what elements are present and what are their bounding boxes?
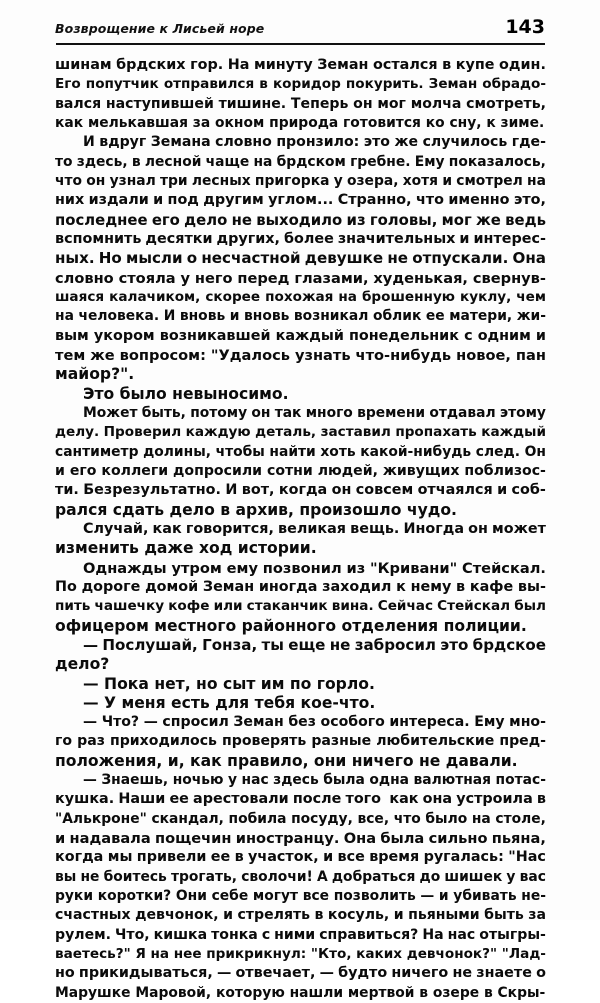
text-line: счастных девчонок, и стрелять в косуль, и пьяными быть за [55,907,546,924]
paragraph [55,771,546,1003]
text-line: Может быть, потому он так много времени отдавал этому [83,404,546,421]
text-line: И вдруг Земана словно пронзило: это же случилось где- [83,134,546,151]
text-line: и надавала пощечин иностранцу. Она была сильно пьяна, [55,830,546,848]
text-line: ных. Но мысли о несчастной девушке не отпускали. Она [55,249,546,268]
text-line: Это было невыносимо. [83,384,289,403]
text-line: руки коротки? Они себе могут все позволить — и убивать не- [55,888,546,905]
text-line: — Послушай, Гонза, ты еще не забросил это брдское [83,635,546,654]
text-line: на человека. И вновь и вновь возникал облик ее матери, жи- [55,308,546,325]
text-line: По дороге домой Земан иногда заходил к нему в кафе вы- [55,578,546,595]
text-line: — Что? — спросил Земан без особого интереса. Ему мно- [83,714,546,731]
paragraph [55,56,546,133]
text-line: шаяся калачиком, скорее похожая на брошенную куклу, чем [55,288,546,305]
text-line: шинам брдских гор. На минуту Земан остался в купе один. [55,57,546,73]
text-line: рался сдать дело в архив, произошло чудо. [55,500,457,519]
text-line: вы не боитесь трогать, сволочи! А добраться до шишек у вас [55,868,546,885]
text-line: как мелькавшая за окном природа готовится ко сну, к зиме. [55,114,545,131]
page-header [55,18,545,37]
text-line: когда мы привели ее в участок, и все время ругалась: "Нас [55,849,546,866]
text-line: но прикидываться, — отвечает, — будто ничего не знаете о [55,965,546,982]
text-line: — Знаешь, ночью у нас здесь была одна валютная потас- [83,772,546,789]
page-number: 143 [505,16,545,38]
text-line: Случай, как говорится, великая вещь. Иногда он может [83,520,546,537]
text-line: что он узнал три лесных пригорка у озера, хотя и смотрел на [55,172,546,189]
paragraph [55,675,546,694]
text-line: положения, и, как правило, они ничего не давали. [55,751,518,770]
text-line: кушка. Наши ее арестовали после того как она устроила в [55,791,546,808]
running-head-title: Возврощение к Лисьей норе [55,21,265,36]
text-line: них издали и под другим углом... Странно, что именно это, [55,192,546,209]
text-line: изменить даже ход истории. [55,539,317,558]
text-line: сантиметр долины, чтобы найти хоть какой-нибудь след. Он [55,443,546,460]
text-line: и его коллеги допросили сотни людей, живущих поблизос- [55,462,546,479]
text-line: Однажды утром ему позвонил из "Кривани" Стейскал. [83,559,546,577]
header-rule [56,43,545,45]
paragraph [55,636,546,675]
paragraph [55,133,546,384]
text-line: делу. Проверил каждую деталь, заставил пропахать каждый [55,424,546,441]
text-line: го раз приходилось проверять разные любительские пред- [55,733,546,750]
paragraph [55,520,546,559]
paragraph [55,559,546,636]
text-line: последнее его дело не выходило из головы, мог же ведь [55,210,546,229]
text-line: то здесь, в лесной чаще на брдском гребне. Ему показалось, [55,153,546,170]
paragraph [55,713,546,771]
text-line: Марушке Маровой, которую нашли мертвой в озере в Скры- [55,984,546,1001]
paragraph [55,385,546,404]
page-body-text [55,56,546,1003]
text-line: ти. Безрезультатно. И вот, когда он совсем отчаялся и соб- [55,482,546,499]
text-line: пить чашечку кофе или стаканчик вина. Сейчас Стейскал был [55,598,546,615]
text-line: ваетесь?" Я на нее прикрикнул: "Кто, каких девчонок?" "Лад- [55,946,546,963]
text-line: — Пока нет, но сыт им по горло. [83,674,375,693]
paragraph [55,404,546,520]
text-line: рулем. Что, кишка тонка с ними справиться? На нас отыгры- [55,926,546,943]
text-line: словно стояла у него перед глазами, худенькая, свернув- [55,269,546,287]
text-line: "Алькроне" скандал, побила посуду, все, что было на столе, [55,810,546,827]
text-line: офицером местного районного отделения полиции. [55,616,527,635]
text-line: вым укором возникавшей каждый понедельник с одним и [55,327,546,344]
text-line: тем же вопросом: "Удалось узнать что-нибудь новое, пан [55,346,546,364]
text-line: вался наступившей тишине. Теперь он мог молча смотреть, [55,95,546,112]
text-line: дело? [55,655,110,674]
text-line: Его попутчик отправился в коридор покурить. Земан обрадо- [55,76,546,93]
paragraph [55,694,546,713]
text-line: майор?". [55,365,135,384]
text-line: — У меня есть для тебя кое-что. [83,693,376,712]
text-line: вспомнить десятки других, более значительных и интерес- [55,230,546,247]
